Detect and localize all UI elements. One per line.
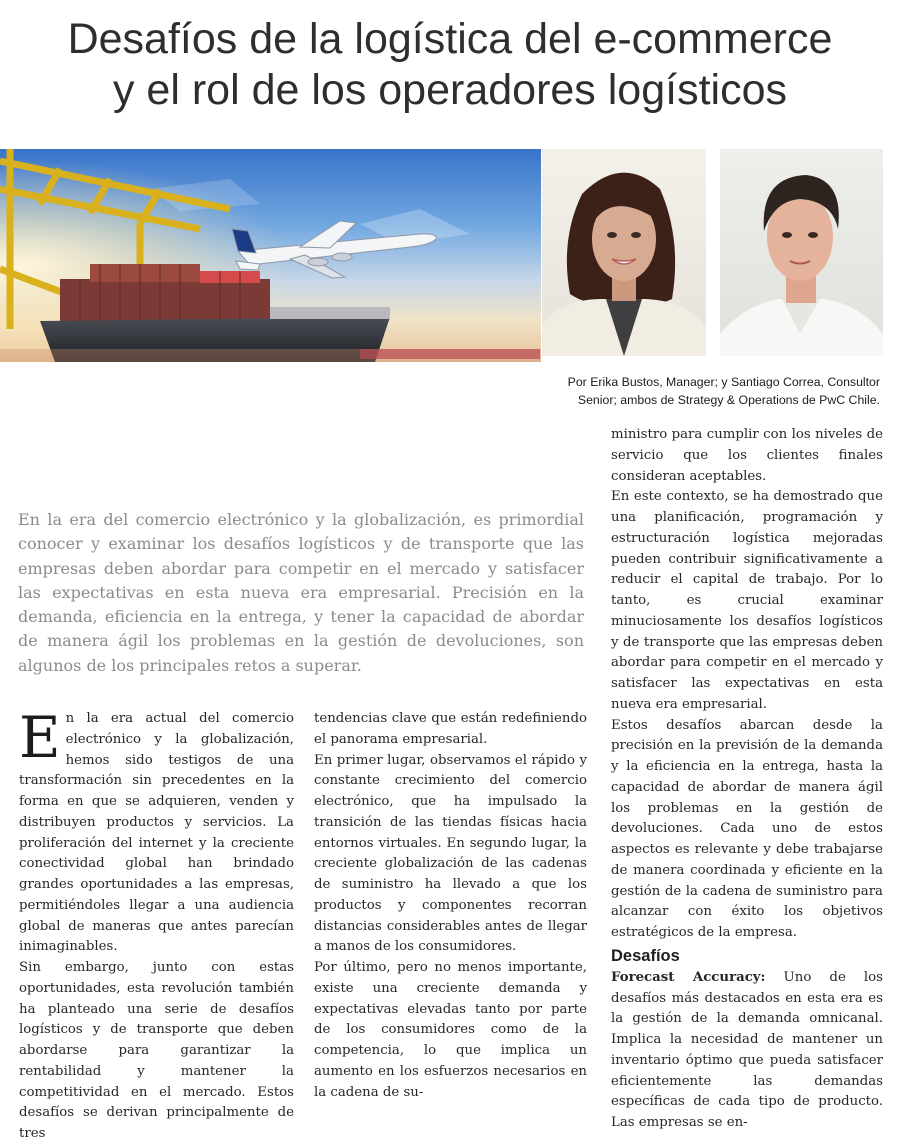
body-column-2 — [314, 709, 587, 1103]
section-heading-desafios: Desafíos — [611, 946, 680, 965]
author-photo-erika-bustos — [542, 149, 706, 356]
body-paragraph-4: Por último, pero no menos importante, existe una creciente demanda y expectativas elevadas tanto por parte de los consumidores como de la competencia, lo que implica un aumento en los esfuerzos necesarios en la cadena de su- — [314, 960, 587, 1100]
byline-caption — [560, 373, 880, 409]
body-paragraph-4-continued: ministro para cumplir con los niveles de servicio que los clientes finales consideran aceptables. — [611, 427, 883, 484]
forecast-label: Forecast Accuracy: — [611, 969, 766, 985]
woman-portrait — [542, 149, 706, 356]
body-paragraph-6: Estos desafíos abarcan desde la precisión en la previsión de la demanda y la eficiencia en la entrega, hasta la capacidad de abordar de manera ágil los problemas en la gestión de devoluciones. Cada uno de estos aspectos es relevante y debe trabajarse de manera coordinada y eficiente en la gestión de la cadena de suministro para alcanzar con éxito los objetivos estratégicos de la empresa. — [611, 717, 883, 940]
title-line-2: y el rol de los operadores logísticos — [112, 66, 788, 114]
body-paragraph-3: En primer lugar, observamos el rápido y constante crecimiento del comercio electrónico, que ha impulsado la transición de las tiendas físicas hacia entornos virtuales. En segundo lugar, la creciente globalización de las cadenas de suministro ha llevado a que los productos y componentes recorran distancias considerables antes de llegar a manos de los consumidores. — [314, 752, 587, 955]
hero-illustration — [0, 149, 541, 362]
body-paragraph-1 — [19, 705, 294, 958]
lead-paragraph: En la era del comercio electrónico y la globalización, es primordial conocer y examinar los desafíos logísticos y de transporte que las empresas deben abordar para competir en el mercado y satisfacer las expectativas en esta nueva era empresarial. Precisión en la demanda, eficiencia en la entrega, y tener la capacidad de abordar de manera ágil los problemas en la gestión de devoluciones, son algunos de los principales retos a superar. — [18, 510, 584, 675]
forecast-text: Uno de los desafíos más destacados en esta era es la gestión de la demanda omnicanal. Implica la necesidad de mantener un inventario óptimo que pueda satisfacer eficientemente las demandas específicas de cada tipo de producto. Las empresas se en- — [611, 969, 884, 1130]
byline-line-2: Senior; ambos de Strategy & Operations de PwC Chile. — [577, 393, 880, 407]
byline-line-1: Por Erika Bustos, Manager; y Santiago Correa, Consultor — [567, 375, 880, 389]
containers — [60, 264, 270, 327]
man-portrait — [720, 149, 883, 356]
paragraph-1-text: n la era actual del comercio electrónico y la globalización, hemos sido testigos de una transformación sin precedentes en la forma en que se adquieren, venden y distribuyen productos y servicios. La proliferación del internet y la creciente conectividad global han brindado grandes oportunidades a las empresas, permitiéndoles llegar a una audiencia global de maneras que antes parecían inimaginables. — [19, 711, 294, 955]
forecast-paragraph — [611, 968, 883, 1134]
body-column-3 — [611, 425, 883, 1134]
body-column-1 — [19, 705, 294, 1145]
drop-cap: E — [19, 705, 61, 771]
body-paragraph-5: En este contexto, se ha demostrado que una planificación, programación y estructuración logística mejoradas pueden contribuir significativamente a reducir el capital de trabajo. Por lo tanto, es crucial examinar minuciosamente los desafíos logísticos y de transporte que las empresas deben abordar para competir en el mercado y satisfacer las expectativas en esta nueva era empresarial. — [611, 489, 883, 712]
body-paragraph-2: Sin embargo, junto con estas oportunidades, esta revolución también ha planteado una serie de desafíos logísticos y de transporte que deben abordarse para garantizar la rentabilidad y mantener la competitividad en el mercado. Estos desafíos se derivan principalmente de tres — [19, 960, 294, 1141]
article-title — [0, 14, 900, 116]
title-line-1: Desafíos de la logística del e-commerce — [67, 15, 833, 63]
hero-logistics-image — [0, 149, 541, 362]
author-photo-santiago-correa — [720, 149, 883, 356]
body-paragraph-2-continued: tendencias clave que están redefiniendo el panorama empresarial. — [314, 711, 587, 747]
